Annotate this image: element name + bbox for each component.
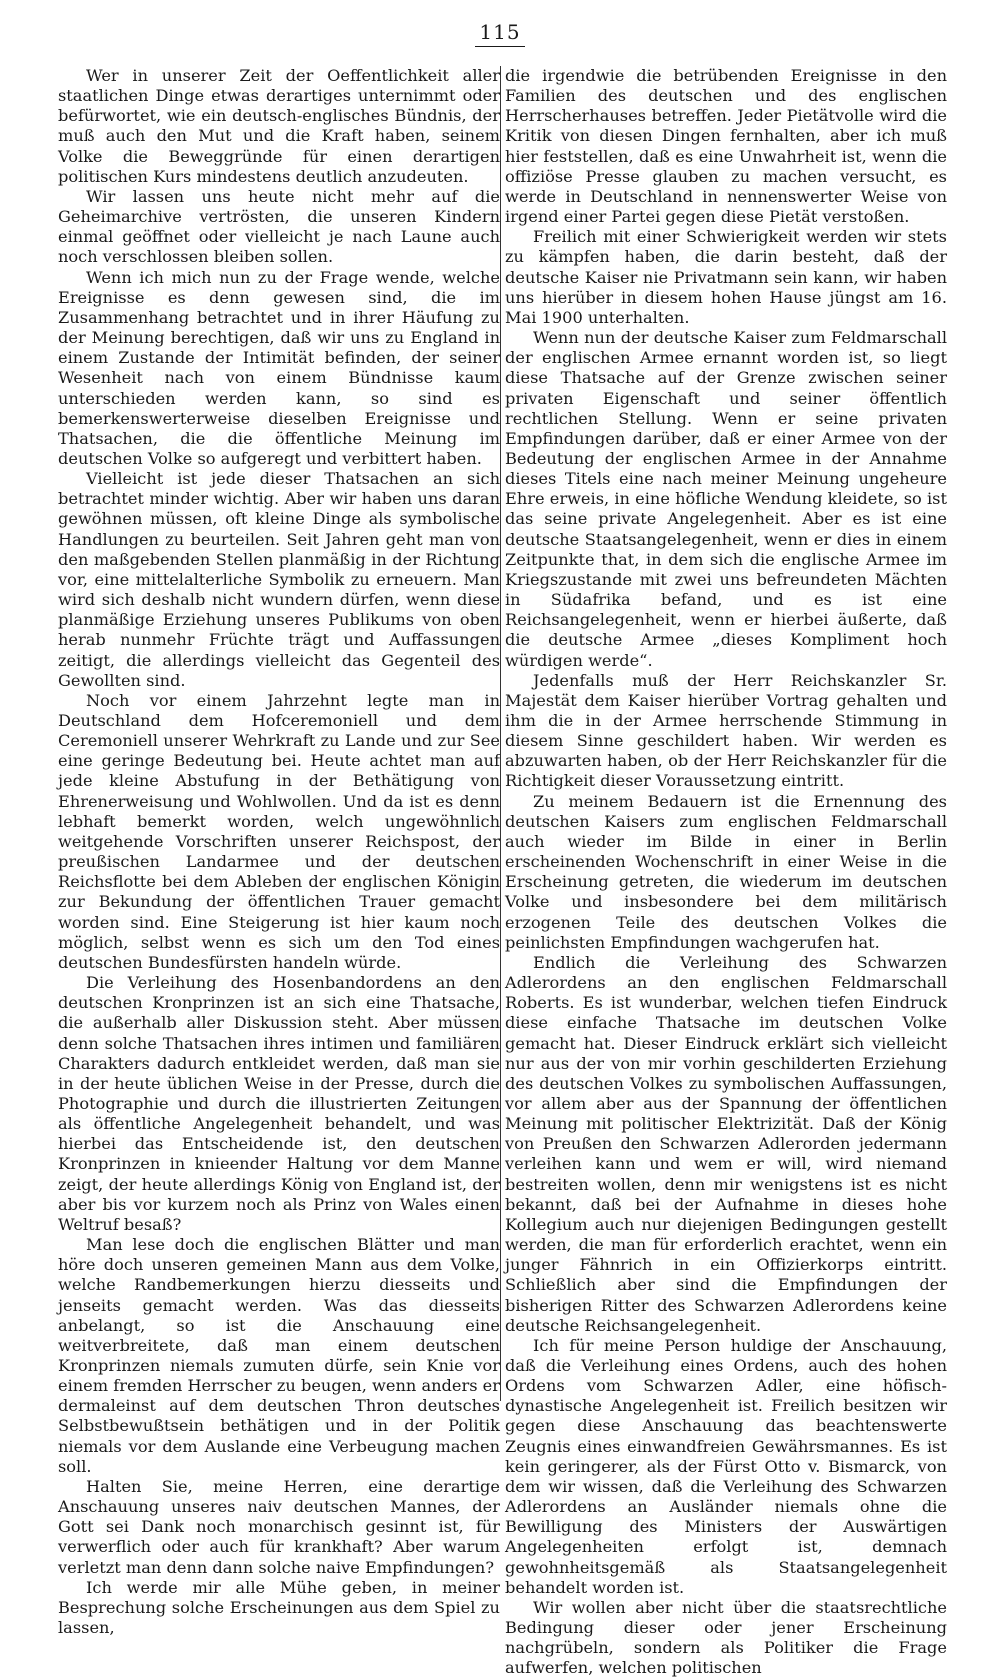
paragraph: Ich werde mir alle Mühe geben, in meiner Besprechung solche Erscheinungen aus dem Spiel zu lassen, <box>58 1577 500 1638</box>
paragraph: Freilich mit einer Schwierigkeit werden wir stets zu kämpfen haben, die darin besteht, daß der deutsche Kaiser nie Privatmann sein kann, wir haben uns hierüber in diesem hohen Hause jüngst am 16. Mai 1900 unterhalten. <box>505 227 947 327</box>
paragraph: Wir wollen aber nicht über die staatsrechtliche Bedingung dieser oder jener Erscheinung nachgrübeln, sondern als Politiker die Frage aufwerfen, welchen politischen <box>505 1597 947 1678</box>
paragraph: Wenn ich mich nun zu der Frage wende, welche Ereignisse es denn gewesen sind, die im Zusammenhang betrachtet und in ihrer Häufung zu der Meinung berechtigen, daß wir uns zu England in einem Zustande der Intimität befinden, der seiner Wesenheit nach von einem Bündnisse kaum unterschieden werden kann, so sind es bemerkenswerterweise dieselben Ereignisse und Thatsachen, die die öffentliche Meinung im deutschen Volke so aufgeregt und verbittert haben. <box>58 267 500 468</box>
column-divider <box>500 66 501 1401</box>
paragraph: Wer in unserer Zeit der Oeffentlichkeit aller staatlichen Dinge etwas derartiges unternimmt oder befürwortet, wie ein deutsch-englisches Bündnis, der muß auch den Mut und die Kraft haben, seinem Volke die Beweggründe für einen derartigen politischen Kurs mindestens deutlich anzudeuten. <box>58 66 500 186</box>
paragraph: Wenn nun der deutsche Kaiser zum Feldmarschall der englischen Armee ernannt worden ist, so liegt diese Thatsache auf der Grenze zwischen seiner privaten Eigenschaft und seiner öffentlich rechtlichen Stellung. Wenn er seine privaten Empfindungen darüber, daß er einer Armee von der Bedeutung der englischen Armee in der Annahme dieses Titels eine nach meiner Meinung ungeheure Ehre erweis, in eine höfliche Wendung kleidete, so ist das seine private Angelegenheit. Aber es ist eine deutsche Staatsangelegenheit, wenn er dies in einem Zeitpunkte that, in dem sich die englische Armee im Kriegszustande mit zwei uns befreundeten Mächten in Südafrika befand, und es ist eine Reichsangelegenheit, wenn er hierbei äußerte, daß die deutsche Armee „dieses Kompliment hoch würdigen werde“. <box>505 328 947 670</box>
paragraph: Jedenfalls muß der Herr Reichskanzler Sr. Majestät dem Kaiser hierüber Vortrag gehalten und ihm die in der Armee herrschende Stimmung in diesem Sinne geschildert haben. Wir werden es abzuwarten haben, ob der Herr Reichskanzler für die Richtigkeit dieser Voraussetzung eintritt. <box>505 670 947 791</box>
paragraph: Endlich die Verleihung des Schwarzen Adlerordens an den englischen Feldmarschall Roberts. Es ist wunderbar, welchen tiefen Eindruck diese einfache Thatsache im deutschen Volke gemacht hat. Dieser Eindruck erklärt sich vielleicht nur aus der von mir vorhin geschilderten Erziehung des deutschen Volkes zu symbolischen Auffassungen, vor allem aber aus der Spannung der öffentlichen Meinung mit politischer Elektrizität. Daß der König von Preußen den Schwarzen Adlerorden jedermann verleihen kann und wem er will, wird niemand bestreiten wollen, denn mir wenigstens ist es nicht bekannt, daß bei der Aufnahme in dieses hohe Kollegium auch nur diejenigen Bedingungen gestellt werden, die man für erforderlich erachtet, wenn ein junger Fähnrich in ein Offizierkorps eintritt. Schließlich aber sind die Empfindungen der bisherigen Ritter des Schwarzen Adlerordens keine deutsche Reichsangelegenheit. <box>505 952 947 1335</box>
paragraph: die irgendwie die betrübenden Ereignisse in den Familien des deutschen und des englischen Herrscherhauses betreffen. Jeder Pietätvolle wird die Kritik von diesen Dingen fernhalten, aber ich muß hier feststellen, daß es eine Unwahrheit ist, wenn die offiziöse Presse glauben zu machen versucht, es werde in Deutschland in nennenswerter Weise von irgend einer Partei gegen diese Pietät verstoßen. <box>505 66 947 227</box>
paragraph: Vielleicht ist jede dieser Thatsachen an sich betrachtet minder wichtig. Aber wir haben uns daran gewöhnen müssen, oft kleine Dinge als symbolische Handlungen zu beurteilen. Seit Jahren geht man von den maßgebenden Stellen planmäßig in der Richtung vor, eine mittelalterliche Symbolik zu erneuern. Man wird sich deshalb nicht wundern dürfen, wenn diese planmäßige Erziehung unseres Publikums von oben herab nunmehr Früchte trägt und Auffassungen zeitigt, die allerdings vielleicht das Gegenteil des Gewollten sind. <box>58 469 500 690</box>
right-column <box>505 66 947 1678</box>
paragraph: Halten Sie, meine Herren, eine derartige Anschauung unseres naiv deutschen Mannes, der Gott sei Dank noch monarchisch gesinnt ist, für verwerflich oder auch für krankhaft? Aber warum verletzt man denn dann solche naive Empfindungen? <box>58 1476 500 1577</box>
paragraph: Die Verleihung des Hosenbandordens an den deutschen Kronprinzen ist an sich eine Thatsache, die außerhalb aller Diskussion steht. Aber müssen denn solche Thatsachen ihres intimen und familiären Charakters dadurch entkleidet werden, daß man sie in der heute üblichen Weise in der Presse, durch die Photographie und durch die illustrierten Zeitungen als öffentliche Angelegenheit behandelt, und was hierbei das Entscheidende ist, den deutschen Kronprinzen in knieender Haltung vor dem Manne zeigt, der heute allerdings König von England ist, der aber bis vor kurzem noch als Prinz von Wales einen Weltruf besaß? <box>58 973 500 1234</box>
paragraph: Ich für meine Person huldige der Anschauung, daß die Verleihung eines Ordens, auch des hohen Ordens vom Schwarzen Adler, eine höfisch-dynastische Angelegenheit ist. Freilich besitzen wir gegen diese Anschauung das beachtenswerte Zeugnis eines einwandfreien Gewährsmannes. Es ist kein geringerer, als der Fürst Otto v. Bismarck, von dem wir wissen, daß die Verleihung des Schwarzen Adlerordens an Ausländer niemals ohne die Bewilligung des Ministers der Auswärtigen Angelegenheiten erfolgt ist, demnach gewohnheitsgemäß als Staatsangelegenheit behandelt worden ist. <box>505 1335 947 1597</box>
paragraph: Man lese doch die englischen Blätter und man höre doch unseren gemeinen Mann aus dem Volke, welche Randbemerkungen hierzu diesseits und jenseits gemacht werden. Was das diesseits anbelangt, so ist die Anschauung eine weitverbreitete, daß man einem deutschen Kronprinzen niemals zumuten dürfe, sein Knie vor einem fremden Herrscher zu beugen, wenn anders er dermaleinst auf dem deutschen Thron deutsches Selbstbewußtsein bethätigen und in der Politik niemals vor dem Auslande eine Verbeugung machen soll. <box>58 1235 500 1476</box>
paragraph: Wir lassen uns heute nicht mehr auf die Geheimarchive vertrösten, die unseren Kindern einmal geöffnet oder vielleicht je nach Laune auch noch verschlossen bleiben sollen. <box>58 186 500 267</box>
left-column <box>58 66 500 1638</box>
page-number: 115 <box>0 20 1000 47</box>
paragraph: Noch vor einem Jahrzehnt legte man in Deutschland dem Hofceremoniell und dem Ceremoniell unserer Wehrkraft zu Lande und zur See eine geringe Bedeutung bei. Heute achtet man auf jede kleine Abstufung in der Bethätigung von Ehrenerweisung und Wohlwollen. Und da ist es denn lebhaft bemerkt worden, welch ungewöhnlich weitgehende Vorschriften unserer Reichspost, der preußischen Landarmee und der deutschen Reichsflotte bei dem Ableben der englischen Königin zur Bekundung der öffentlichen Trauer gemacht worden sind. Eine Steigerung ist hier kaum noch möglich, selbst wenn es sich um den Tod eines deutschen Bundesfürsten handeln würde. <box>58 690 500 972</box>
paragraph: Zu meinem Bedauern ist die Ernennung des deutschen Kaisers zum englischen Feldmarschall auch wieder im Bilde in einer in Berlin erscheinenden Wochenschrift in einer Weise in die Erscheinung getreten, die wiederum im deutschen Volke und insbesondere bei dem militärisch erzogenen Teile des deutschen Volkes die peinlichsten Empfindungen wachgerufen hat. <box>505 791 947 952</box>
